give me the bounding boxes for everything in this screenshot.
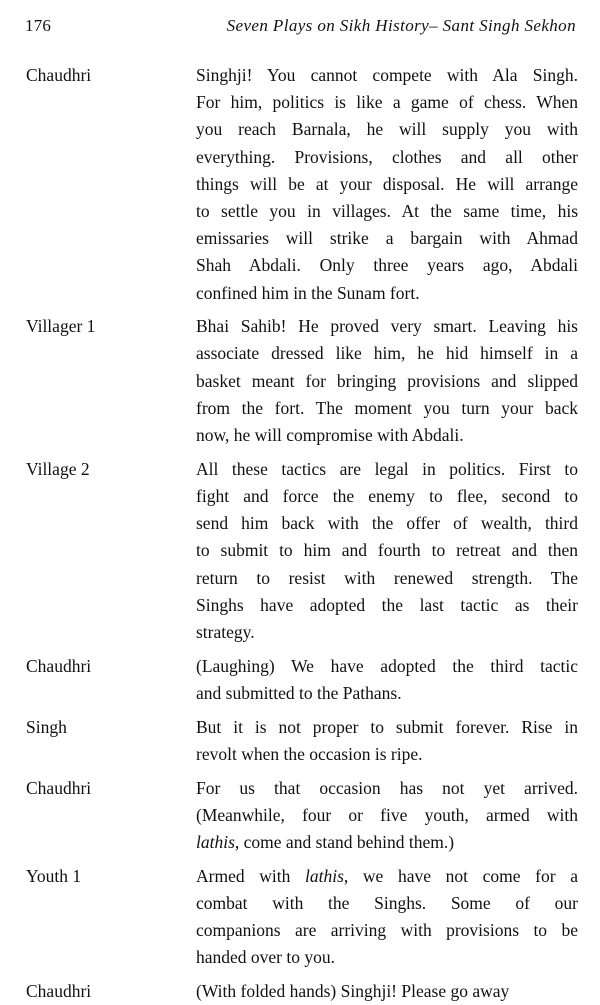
speech-line: emissaries will strike a bargain with Ahmad (196, 228, 578, 249)
speech-line: everything. Provisions, clothes and all other (196, 146, 578, 167)
speech-line: Bhai Sahib! He proved very smart. Leaving his (196, 316, 578, 337)
speech-line: (With folded hands) Singhji! Please go away (196, 980, 510, 1001)
speech-line: Shah Abdali. Only three years ago, Abdali (196, 255, 578, 276)
speech-line: lathis, come and stand behind them.) (196, 831, 455, 852)
speech-text (196, 62, 578, 307)
speech-line: handed over to you. (196, 947, 335, 968)
speech-line: (Meanwhile, four or five youth, armed with (196, 804, 578, 825)
page-number: 176 (25, 16, 52, 35)
speech-line: things will be at your disposal. He will arrange (196, 173, 578, 194)
speech-line: from the fort. The moment you turn your back (196, 397, 578, 418)
speech-line: revolt when the occasion is ripe. (196, 743, 423, 764)
speech-line: now, he will compromise with Abdali. (196, 425, 464, 446)
speech-line: But it is not proper to submit forever. Rise in (196, 716, 578, 737)
speech-line: combat with the Singhs. Some of our (196, 892, 578, 913)
speaker-name: Chaudhri (26, 655, 92, 676)
speech-line: Armed with lathis, we have not come for a (196, 865, 578, 886)
speech-line: All these tactics are legal in politics. First to (196, 458, 578, 479)
speech-line: fight and force the enemy to flee, second to (196, 485, 578, 506)
speech-line: companions are arriving with provisions to be (196, 919, 578, 940)
speech-text (196, 714, 578, 768)
speech-line: return to resist with renewed strength. The (196, 567, 578, 588)
speaker-name: Chaudhri (26, 777, 92, 798)
speech-line: strategy. (196, 621, 255, 642)
speech-line: Singhs have adopted the last tactic as their (196, 594, 578, 615)
speech-text (196, 775, 578, 857)
speech-line: Singhji! You cannot compete with Ala Singh. (196, 65, 578, 85)
page-header (0, 16, 600, 42)
speech-line: For him, politics is like a game of chess. When (196, 92, 578, 113)
speaker-name: Youth 1 (26, 865, 82, 886)
speech-text (196, 653, 578, 707)
speech-line: For us that occasion has not yet arrived. (196, 777, 578, 798)
speaker-name: Chaudhri (26, 980, 92, 1001)
speech-line: you reach Barnala, he will supply you with (196, 119, 578, 140)
speech-line: to submit to him and fourth to retreat and then (196, 540, 578, 561)
speech-text (196, 863, 578, 972)
speaker-name: Villager 1 (26, 316, 96, 337)
speech-text (196, 456, 578, 646)
speech-line: and submitted to the Pathans. (196, 682, 402, 703)
speaker-name: Village 2 (26, 458, 90, 479)
speaker-name: Chaudhri (26, 65, 92, 85)
speech-text (196, 313, 578, 449)
speech-line: confined him in the Sunam fort. (196, 282, 420, 303)
speech-line: to settle you in villages. At the same time, his (196, 200, 578, 221)
speech-line: associate dressed like him, he hid himself in a (196, 343, 578, 364)
running-head: Seven Plays on Sikh History– Sant Singh Sekhon (226, 16, 576, 35)
speech-line: (Laughing) We have adopted the third tactic (196, 655, 578, 676)
speaker-name: Singh (26, 716, 67, 737)
speech-line: basket meant for bringing provisions and slipped (196, 370, 578, 391)
speech-line: send him back with the offer of wealth, third (196, 513, 578, 534)
